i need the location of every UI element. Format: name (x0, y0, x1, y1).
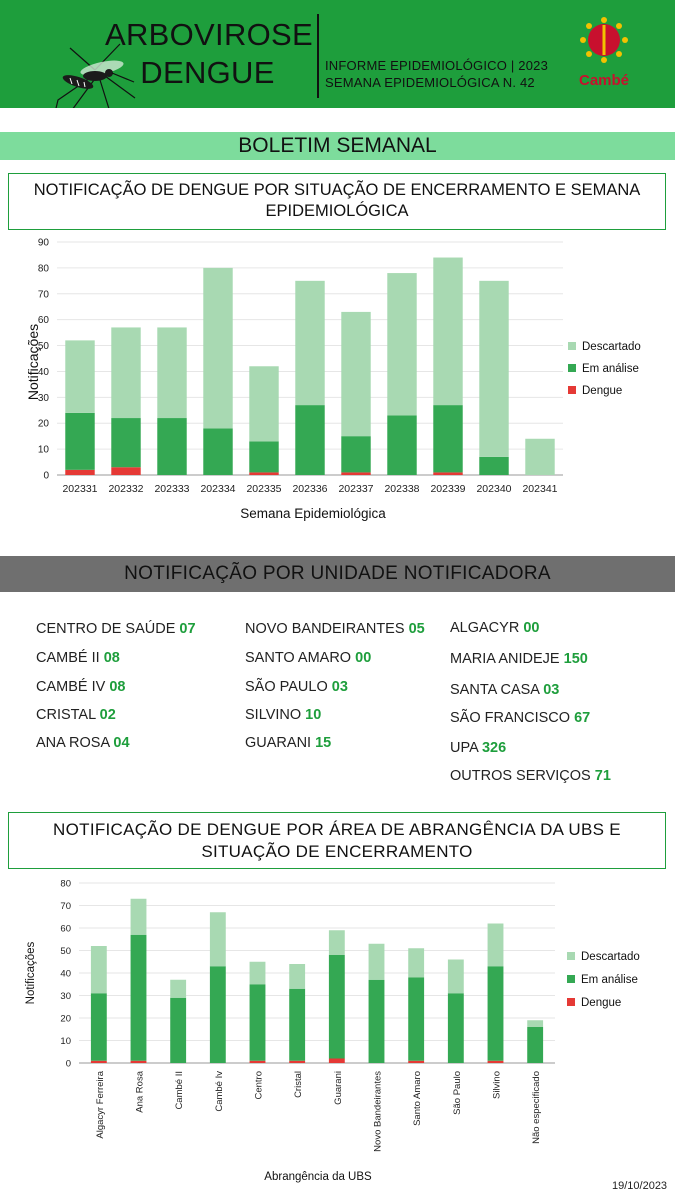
bar-descartado (408, 948, 424, 977)
bar-descartado (433, 258, 462, 406)
bar-em-analise (170, 998, 186, 1063)
unit-name: GUARANI (245, 735, 316, 751)
bar-dengue (111, 467, 140, 475)
y-tick-label: 60 (37, 315, 49, 327)
unit-count: 08 (103, 650, 120, 666)
unit-count: 03 (543, 682, 560, 698)
unit-count: 02 (99, 707, 116, 723)
header (0, 0, 675, 108)
title-line-2: DENGUE (140, 55, 275, 90)
bar-em-analise (289, 989, 305, 1061)
y-tick-label: 0 (43, 470, 49, 482)
weekly-bulletin-banner: BOLETIM SEMANAL (0, 132, 675, 160)
y-axis-label: Notificações (25, 941, 37, 1005)
y-axis-label: Notificações (25, 323, 41, 401)
unit-name: OUTROS SERVIÇOS (450, 768, 595, 784)
x-tick-label: Não especificado (531, 1071, 543, 1144)
bar-em-analise (341, 436, 370, 472)
bar-dengue (488, 1061, 504, 1063)
legend-swatch (568, 364, 576, 372)
unit-name: CRISTAL (36, 707, 100, 723)
title-line-1: ARBOVIROSE (105, 17, 313, 52)
units-section-title: NOTIFICAÇÃO POR UNIDADE NOTIFICADORA (0, 556, 675, 592)
bar-descartado (131, 899, 147, 935)
x-tick-label: 202340 (476, 483, 512, 495)
unit-item (245, 735, 331, 751)
x-tick-label: 202331 (62, 483, 98, 495)
legend-label: Descartado (581, 951, 640, 963)
bar-descartado (488, 924, 504, 967)
bar-em-analise (250, 984, 266, 1061)
unit-name: CAMBÉ II (36, 650, 104, 666)
legend-label: Em análise (581, 974, 638, 986)
bar-descartado (210, 912, 226, 966)
bar-em-analise (295, 405, 324, 475)
unit-name: NOVO BANDEIRANTES (245, 621, 409, 637)
y-tick-label: 30 (37, 392, 49, 404)
y-tick-label: 0 (65, 1058, 71, 1070)
bar-dengue (341, 472, 370, 475)
bar-em-analise (488, 966, 504, 1061)
bar-em-analise (65, 413, 94, 470)
bar-descartado (289, 964, 305, 989)
y-tick-label: 30 (60, 991, 71, 1002)
bar-descartado (341, 312, 370, 436)
unit-name: CAMBÉ IV (36, 679, 110, 695)
unit-name: SILVINO (245, 707, 306, 723)
info-line-1: INFORME EPIDEMIOLÓGICO | 2023 (325, 58, 549, 73)
y-tick-label: 70 (37, 289, 49, 301)
unit-name: UPA (450, 740, 482, 756)
chart2-title: NOTIFICAÇÃO DE DENGUE POR ÁREA DE ABRANGÊNCIA DA UBS E SITUAÇÃO DE ENCERRAMENTO (8, 812, 666, 869)
unit-count: 10 (305, 707, 322, 723)
legend-swatch (567, 975, 575, 983)
x-tick-label: 202332 (108, 483, 144, 495)
unit-item (450, 768, 611, 784)
bar-em-analise (527, 1027, 543, 1063)
bar-dengue (289, 1061, 305, 1063)
y-tick-label: 40 (60, 968, 71, 980)
y-tick-label: 50 (37, 341, 49, 353)
x-tick-label: 202337 (338, 483, 374, 495)
y-tick-label: 80 (60, 878, 71, 890)
bar-em-analise (387, 415, 416, 475)
logo-text: Cambé (578, 72, 630, 89)
header-spacer (0, 108, 675, 132)
bar-descartado (448, 960, 464, 994)
x-tick-label: 202336 (292, 483, 328, 495)
bar-descartado (329, 930, 345, 955)
x-tick-label: 202341 (522, 483, 558, 495)
chart-week (0, 232, 675, 542)
y-tick-label: 80 (37, 263, 49, 275)
bar-em-analise (249, 441, 278, 472)
bar-descartado (170, 980, 186, 998)
bar-dengue (249, 472, 278, 475)
y-tick-label: 70 (60, 901, 71, 912)
bar-descartado (91, 946, 107, 993)
unit-item (36, 650, 120, 666)
chart1-title: NOTIFICAÇÃO DE DENGUE POR SITUAÇÃO DE ENCERRAMENTO E SEMANA EPIDEMIOLÓGICA (8, 173, 666, 230)
y-tick-label: 40 (37, 366, 49, 378)
unit-name: SÃO PAULO (245, 679, 332, 695)
unit-item (245, 621, 425, 637)
bar-em-analise (329, 955, 345, 1059)
report-info (325, 57, 548, 91)
y-tick-label: 90 (37, 237, 49, 249)
bar-em-analise (433, 405, 462, 472)
unit-count: 03 (331, 679, 348, 695)
y-tick-label: 60 (60, 923, 71, 935)
bar-dengue (65, 470, 94, 475)
x-axis-label: Semana Epidemiológica (240, 506, 386, 521)
x-tick-label: Santo Amaro (412, 1071, 424, 1126)
unit-count: 15 (315, 735, 332, 751)
bar-em-analise (448, 993, 464, 1063)
bar-em-analise (479, 457, 508, 475)
legend-swatch (567, 998, 575, 1006)
bar-em-analise (210, 966, 226, 1063)
unit-item (245, 679, 348, 695)
unit-name: MARIA ANIDEJE (450, 651, 564, 667)
unit-item (450, 620, 539, 636)
unit-item (36, 707, 116, 723)
bar-dengue (250, 1061, 266, 1063)
bar-descartado (203, 268, 232, 429)
unit-item (36, 679, 125, 695)
bar-descartado (111, 327, 140, 418)
bar-descartado (479, 281, 508, 457)
bar-descartado (387, 273, 416, 415)
bar-em-analise (111, 418, 140, 467)
unit-item (36, 621, 196, 637)
unit-count: 150 (563, 651, 588, 667)
y-tick-label: 10 (60, 1036, 71, 1047)
x-tick-label: 202338 (384, 483, 420, 495)
unit-name: ALGACYR (450, 620, 524, 636)
legend-swatch (567, 952, 575, 960)
unit-name: ANA ROSA (36, 735, 114, 751)
x-tick-label: Guarani (332, 1071, 344, 1105)
x-tick-label: 202335 (246, 483, 282, 495)
bar-em-analise (369, 980, 385, 1063)
bar-em-analise (157, 418, 186, 475)
bar-descartado (527, 1020, 543, 1027)
bar-descartado (295, 281, 324, 405)
unit-name: SÃO FRANCISCO (450, 710, 575, 726)
chart-ubs (0, 872, 675, 1187)
x-tick-label: Centro (253, 1071, 265, 1100)
bar-descartado (369, 944, 385, 980)
unit-item (450, 682, 559, 698)
x-tick-label: Ana Rosa (134, 1071, 146, 1113)
legend-label: Dengue (582, 385, 623, 397)
report-date: 19/10/2023 (612, 1180, 668, 1192)
x-tick-label: Algacyr Ferreira (94, 1071, 106, 1139)
unit-count: 07 (179, 621, 196, 637)
legend-label: Descartado (582, 341, 641, 353)
info-line-2: SEMANA EPIDEMIOLÓGICA N. 42 (325, 75, 535, 90)
unit-count: 00 (523, 620, 540, 636)
unit-item (245, 707, 321, 723)
unit-count: 71 (594, 768, 611, 784)
header-divider (317, 14, 319, 98)
x-tick-label: Silvino (491, 1071, 503, 1099)
bar-dengue (433, 472, 462, 475)
y-tick-label: 20 (60, 1013, 71, 1025)
bar-em-analise (408, 978, 424, 1061)
unit-count: 00 (355, 650, 372, 666)
x-tick-label: 202333 (154, 483, 190, 495)
bar-em-analise (131, 935, 147, 1061)
unit-count: 08 (109, 679, 126, 695)
x-tick-label: Novo Bandeirantes (372, 1071, 384, 1152)
x-tick-label: Cambé Iv (213, 1071, 225, 1112)
bar-em-analise (203, 428, 232, 475)
bar-dengue (329, 1059, 345, 1064)
unit-name: SANTA CASA (450, 682, 544, 698)
bar-dengue (408, 1061, 424, 1063)
bar-dengue (91, 1061, 107, 1063)
legend-label: Em análise (582, 363, 639, 375)
bar-descartado (249, 366, 278, 441)
bar-descartado (157, 327, 186, 418)
legend-swatch (568, 386, 576, 394)
y-tick-label: 10 (37, 444, 49, 456)
x-tick-label: Cambé II (174, 1071, 186, 1110)
bar-descartado (65, 340, 94, 412)
x-tick-label: 202339 (430, 483, 466, 495)
x-tick-label: Cristal (293, 1071, 305, 1098)
bar-descartado (250, 962, 266, 985)
unit-item (450, 710, 590, 726)
report-title (105, 16, 313, 92)
unit-name: SANTO AMARO (245, 650, 356, 666)
unit-item (450, 651, 588, 667)
y-tick-label: 50 (60, 946, 71, 957)
unit-count: 05 (408, 621, 425, 637)
unit-item (36, 735, 130, 751)
y-tick-label: 20 (37, 418, 49, 430)
unit-item (450, 740, 506, 756)
bar-dengue (131, 1061, 147, 1063)
x-tick-label: 202334 (200, 483, 236, 495)
legend-label: Dengue (581, 997, 622, 1009)
unit-count: 67 (574, 710, 591, 726)
x-tick-label: São Paulo (451, 1071, 463, 1115)
bar-em-analise (91, 993, 107, 1061)
unit-count: 326 (481, 740, 507, 756)
legend-swatch (568, 342, 576, 350)
x-axis-label: Abrangência da UBS (264, 1171, 372, 1183)
unit-item (245, 650, 371, 666)
bar-descartado (525, 439, 554, 475)
unit-count: 04 (113, 735, 130, 751)
unit-name: CENTRO DE SAÚDE (36, 621, 180, 637)
